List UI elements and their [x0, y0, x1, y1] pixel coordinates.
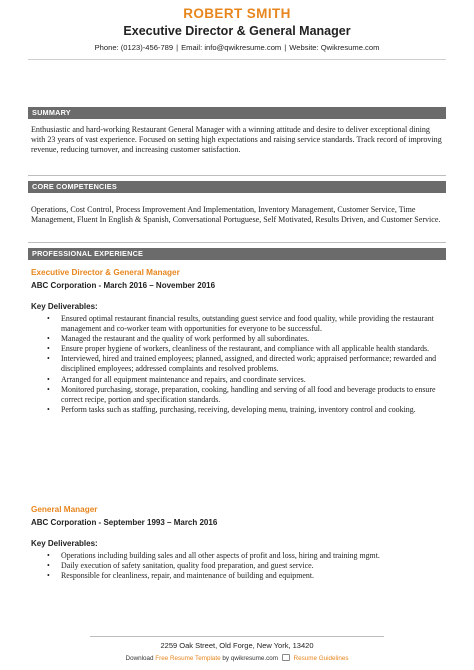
bullet-text: Operations including building sales and all other aspects of profit and loss, hiring and training mgmt.	[61, 551, 380, 560]
bullet-icon: •	[47, 551, 50, 560]
footer-divider	[90, 636, 384, 637]
experience-heading: PROFESSIONAL EXPERIENCE	[28, 248, 446, 260]
bullet-icon: •	[47, 314, 50, 323]
resume-guidelines-link[interactable]: Resume Guidelines	[293, 655, 349, 662]
website-link[interactable]: Website: Qwikresume.com	[289, 43, 380, 52]
job-role: General Manager	[31, 505, 98, 514]
list-item	[44, 375, 442, 385]
phone-text: Phone: (0123)-456-789	[94, 43, 174, 52]
bullet-text: Interviewed, hired and trained employees; planned, assigned, and directed work; appraised performance; rewarded and disciplined employees; addressed complaints and resolved problems.	[61, 354, 437, 374]
job-role: Executive Director & General Manager	[31, 268, 180, 277]
bullet-icon: •	[47, 404, 50, 414]
list-item	[44, 314, 442, 334]
bullet-text: Daily execution of safety sanitation, quality food preparation, and guest service.	[61, 561, 314, 571]
bullet-text: Perform tasks such as staffing, purchasing, receiving, developing menu, training, inventory control and cooking.	[61, 404, 416, 414]
competencies-text: Operations, Cost Control, Process Improvement And Implementation, Inventory Management, Customer Service, Time Management, Fluent In English & Spanish, Conversational Portuguese, Self Motivated, Results Driven, and Customer Service.	[31, 205, 441, 225]
header-divider	[28, 59, 446, 60]
bullet-icon: •	[47, 571, 50, 581]
bullet-text: Arranged for all equipment maintenance and repairs, and coordinate services.	[61, 374, 306, 384]
list-item	[44, 561, 442, 571]
competencies-heading: CORE COMPETENCIES	[28, 181, 446, 193]
contact-separator: |	[176, 43, 179, 52]
summary-text: Enthusiastic and hard-working Restaurant General Manager with a winning attitude and desire to deliver exceptional dining with 23 years of vast experience. Focused on setting high expectations and raising service standards. Track record of improving revenue, reducing turnover, and increasing customer satisfaction.	[31, 125, 442, 155]
bullet-text: Responsible for cleanliness, repair, and maintenance of building and equipment.	[61, 571, 314, 581]
bullet-text: Ensured optimal restaurant financial results, outstanding guest service and food quality, while providing the restaurant management and co-worker team with opportunities for everyone to be successful.	[61, 314, 434, 334]
list-item	[44, 334, 442, 344]
summary-heading: SUMMARY	[28, 107, 446, 119]
resume-header	[0, 0, 474, 60]
candidate-name: ROBERT SMITH	[183, 6, 291, 21]
list-item	[44, 354, 442, 374]
key-deliverables-label: Key Deliverables:	[31, 302, 98, 311]
section-divider	[28, 242, 446, 243]
bullet-icon: •	[47, 334, 50, 344]
deliverables-list	[44, 551, 442, 581]
job-company-dates: ABC Corporation - September 1993 – March 2016	[31, 518, 218, 527]
list-item	[44, 551, 442, 561]
contact-line	[0, 43, 474, 52]
deliverables-list	[44, 314, 442, 415]
job-company-dates: ABC Corporation - March 2016 – November 2016	[31, 281, 216, 290]
footer-by: by	[222, 655, 230, 662]
bullet-text: Monitored purchasing, storage, preparation, cooking, handling and serving of all food and beverage products to ensure correct recipe, portion and specification standards.	[61, 384, 436, 404]
list-item	[44, 405, 442, 415]
email-link[interactable]: Email: info@qwikresume.com	[181, 43, 282, 52]
footer-address: 2259 Oak Street, Old Forge, New York, 13420	[160, 641, 314, 650]
candidate-title: Executive Director & General Manager	[123, 24, 351, 38]
footer-links	[0, 654, 474, 662]
bullet-icon: •	[47, 374, 50, 384]
bullet-text: Managed the restaurant and the quality of work performed by all subordinates.	[61, 334, 310, 344]
footer-site: qwikresume.com	[230, 655, 279, 662]
footer-prefix: Download	[125, 655, 154, 662]
bullet-icon: •	[47, 344, 50, 354]
bullet-text: Ensure proper hygiene of workers, cleanliness of the restaurant, and compliance with all applicable health standards.	[61, 344, 430, 354]
list-item	[44, 344, 442, 354]
bullet-icon: •	[47, 354, 50, 364]
contact-separator: |	[284, 43, 287, 52]
bullet-icon: •	[47, 384, 50, 394]
section-divider	[28, 175, 446, 176]
document-icon	[282, 654, 290, 661]
list-item	[44, 571, 442, 581]
bullet-icon: •	[47, 561, 50, 571]
free-resume-template-link[interactable]: Free Resume Template	[155, 655, 221, 662]
list-item	[44, 385, 442, 405]
key-deliverables-label: Key Deliverables:	[31, 539, 98, 548]
